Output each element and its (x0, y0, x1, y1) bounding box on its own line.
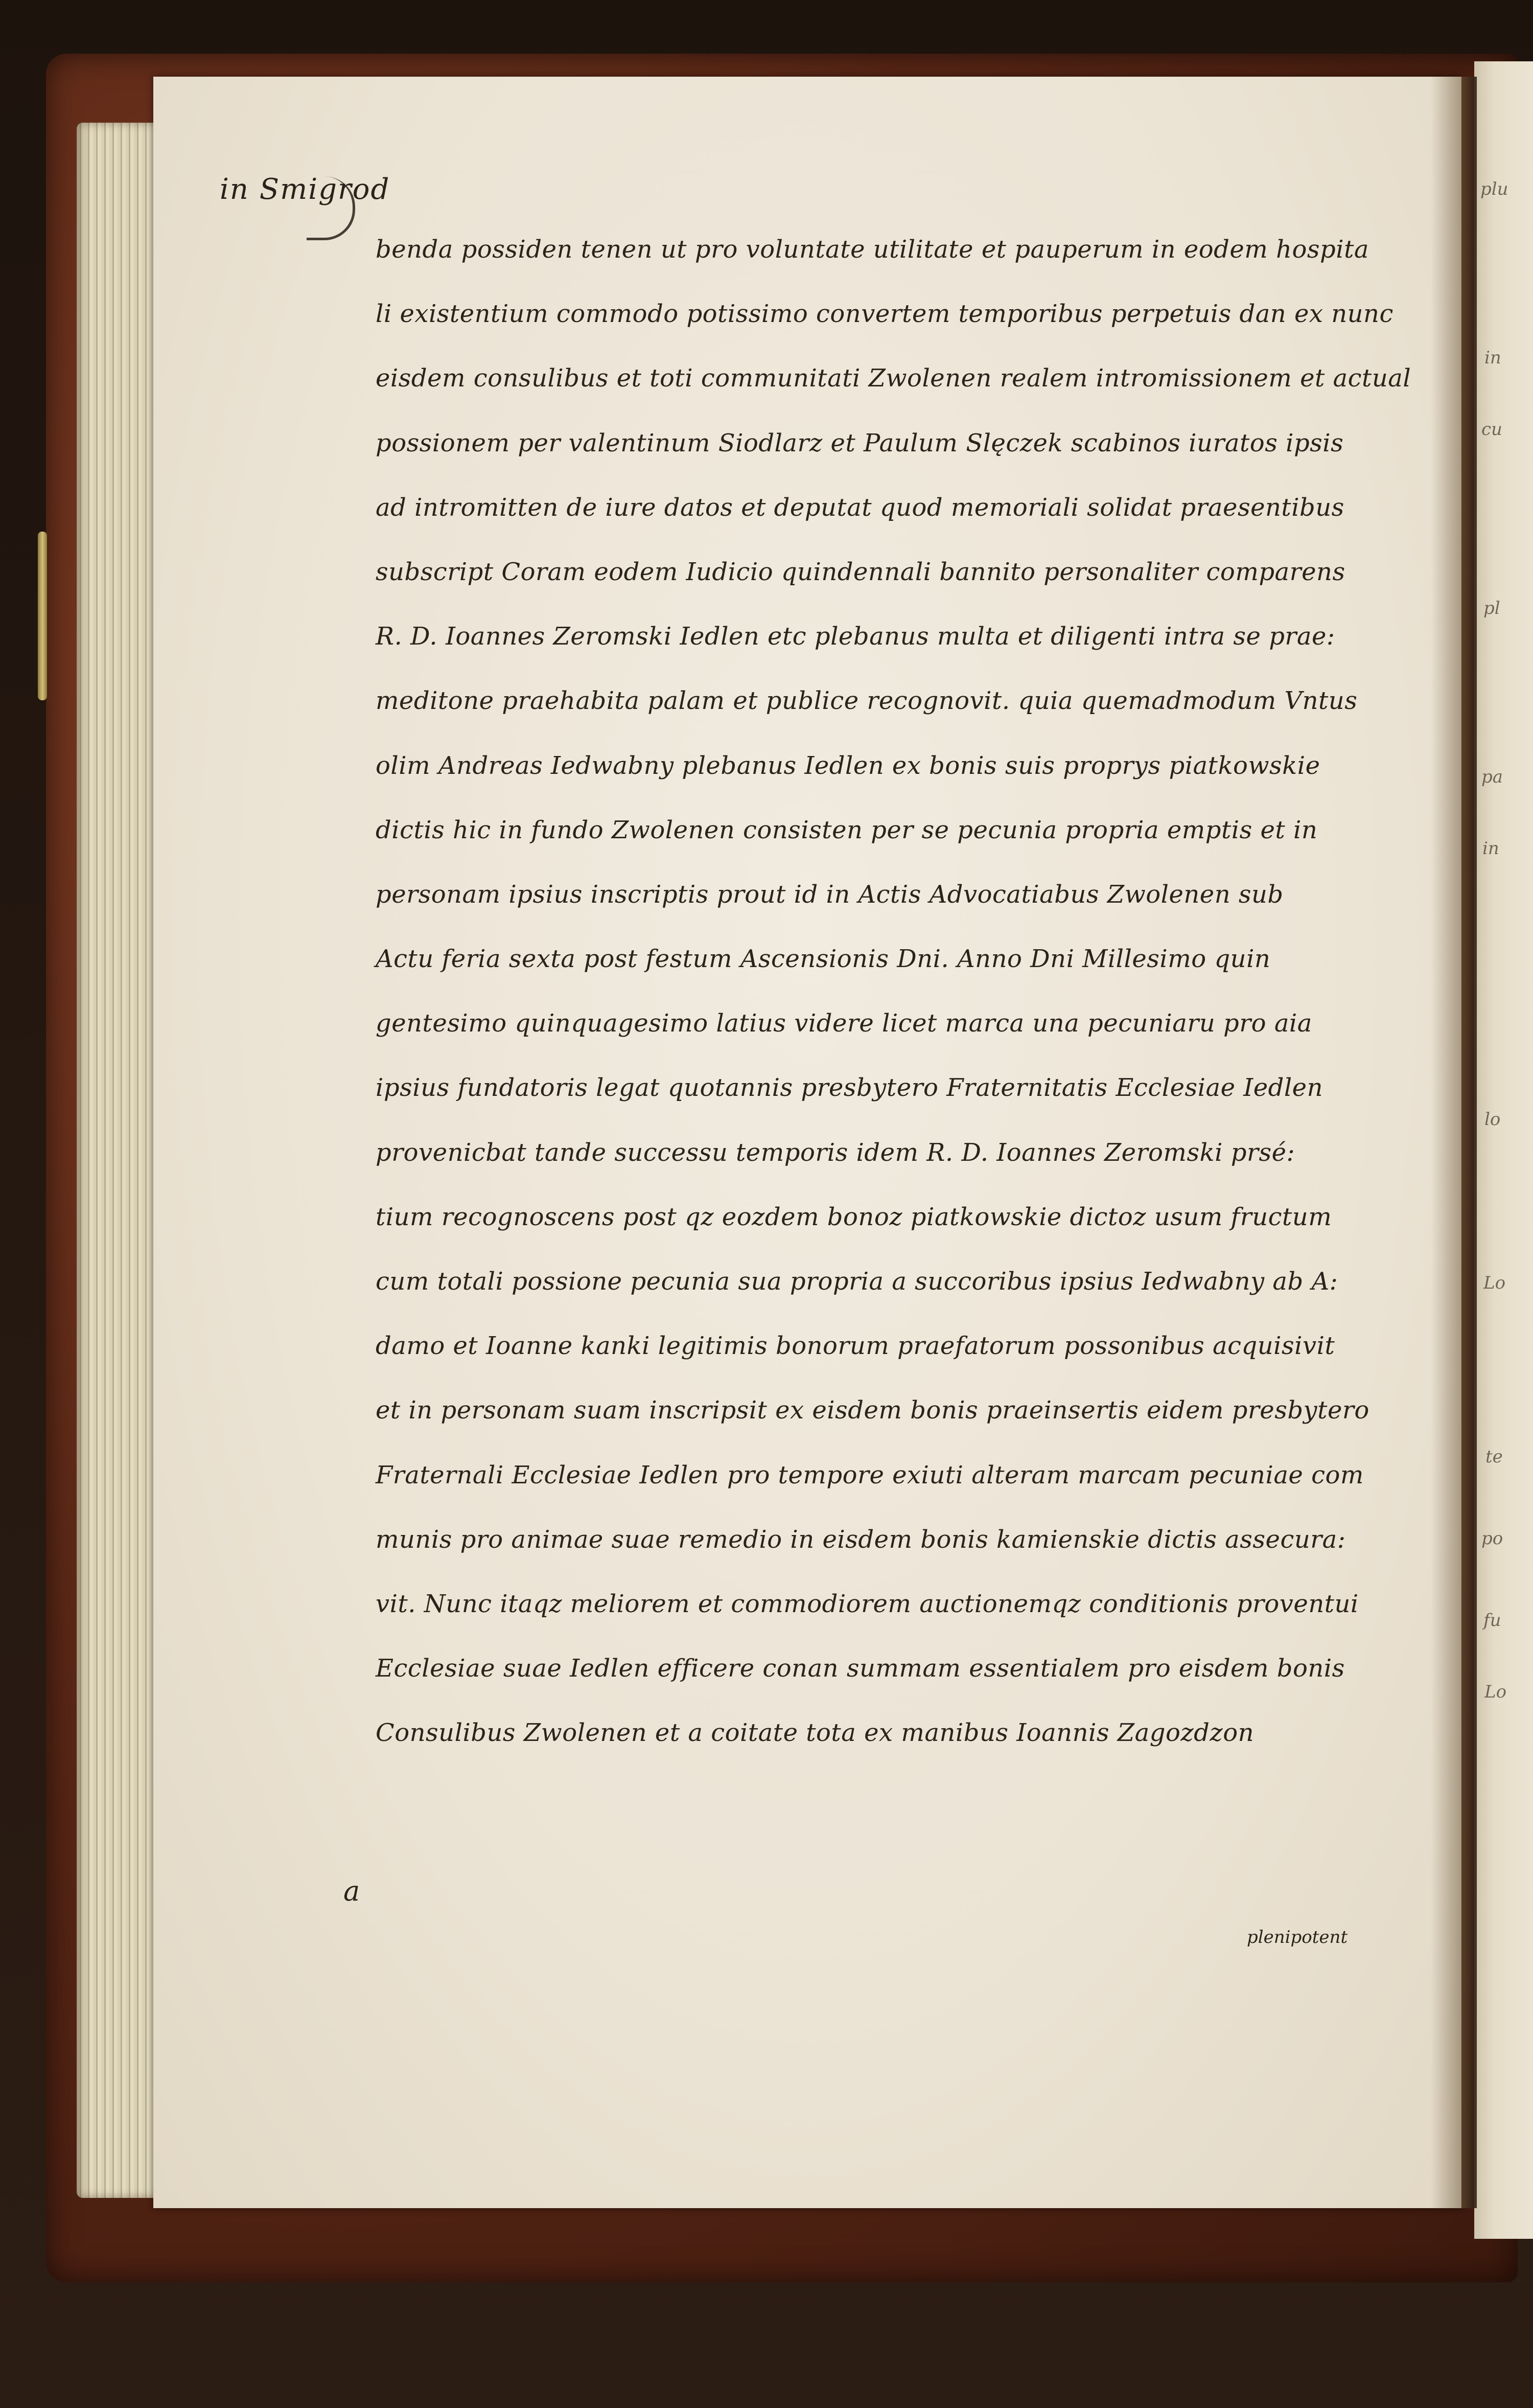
facing-page-word: cu (1481, 419, 1502, 440)
text-line: Consulibus Zwolenen et a coitate tota ex manibus Ioannis Zagozdzon (376, 1718, 1254, 1748)
text-line: Actu feria sexta post festum Ascensionis Dni. Anno Dni Millesimo quin (376, 945, 1271, 974)
page-gutter-shadow (1431, 77, 1477, 2208)
text-line: ipsius fundatoris legat quotannis presbytero Fraternitatis Ecclesiae Iedlen (376, 1073, 1323, 1103)
text-line: Fraternali Ecclesiae Iedlen pro tempore exiuti alteram marcam pecuniae com (376, 1460, 1364, 1489)
text-line: dictis hic in fundo Zwolenen consisten per se pecunia propria emptis et in (376, 815, 1318, 844)
margin-line-marker: a (343, 1875, 360, 1907)
facing-page-word: Lo (1484, 1682, 1507, 1702)
text-line: Ecclesiae suae Iedlen efficere conan summam essentialem pro eisdem bonis (376, 1654, 1345, 1683)
text-line: li existentium commodo potissimo convertem temporibus perpetuis dan ex nunc (376, 300, 1393, 329)
facing-page-word: in (1482, 838, 1499, 859)
text-line: et in personam suam inscripsit ex eisdem bonis praeinsertis eidem presbytero (376, 1396, 1369, 1425)
text-line: benda possiden tenen ut pro voluntate utilitate et pauperum in eodem hospita (376, 235, 1369, 264)
facing-page-word: in (1484, 348, 1501, 368)
text-line: provenicbat tande successu temporis idem R. D. Ioannes Zeromski prsé: (376, 1138, 1295, 1167)
facing-page-word: Lo (1483, 1273, 1506, 1293)
facing-page-word: po (1481, 1528, 1503, 1549)
facing-page-word: plu (1480, 179, 1508, 199)
text-line: damo et Ioanne kanki legitimis bonorum praefatorum possonibus acquisivit (376, 1332, 1335, 1361)
text-line: subscript Coram eodem Iudicio quindennali bannito personaliter comparens (376, 557, 1345, 586)
facing-page-word: lo (1484, 1109, 1501, 1130)
facing-page-word: fu (1483, 1610, 1501, 1631)
text-line: olim Andreas Iedwabny plebanus Iedlen ex bonis suis proprys piatkowskie (376, 751, 1320, 780)
facing-page-word: pl (1483, 598, 1500, 618)
manuscript-text (376, 217, 1411, 1765)
text-line: vit. Nunc itaqz meliorem et commodiorem auctionemqz conditionis proventui (376, 1589, 1359, 1618)
facing-page-word: pa (1481, 767, 1503, 787)
text-line: personam ipsius inscriptis prout id in Actis Advocatiabus Zwolenen sub (376, 880, 1284, 909)
text-line: ad intromitten de iure datos et deputat quod memoriali solidat praesentibus (376, 493, 1344, 522)
text-line: munis pro animae suae remedio in eisdem bonis kamienskie dictis assecura: (376, 1525, 1346, 1554)
facing-page-word: te (1485, 1447, 1503, 1467)
text-line: tium recognoscens post qz eozdem bonoz piatkowskie dictoz usum fructum (376, 1202, 1332, 1231)
text-line: possionem per valentinum Siodlarz et Paulum Slęczek scabinos iuratos ipsis (376, 428, 1344, 457)
text-line: eisdem consulibus et toti communitati Zwolenen realem intromissionem et actual (376, 364, 1411, 393)
text-line: R. D. Ioannes Zeromski Iedlen etc plebanus multa et diligenti intra se prae: (376, 622, 1335, 651)
margin-heading: in Smigrod (220, 173, 390, 206)
text-line: meditone praehabita palam et publice recognovit. quia quemadmodum Vntus (376, 686, 1358, 716)
text-line: gentesimo quinquagesimo latius videre licet marca una pecuniaru pro aia (376, 1009, 1312, 1038)
catchword-plenipotent: plenipotent (1247, 1927, 1348, 1947)
facing-page (1474, 61, 1533, 2239)
binding-clasp (38, 532, 47, 700)
text-line: cum totali possione pecunia sua propria a succoribus ipsius Iedwabny ab A: (376, 1267, 1338, 1296)
